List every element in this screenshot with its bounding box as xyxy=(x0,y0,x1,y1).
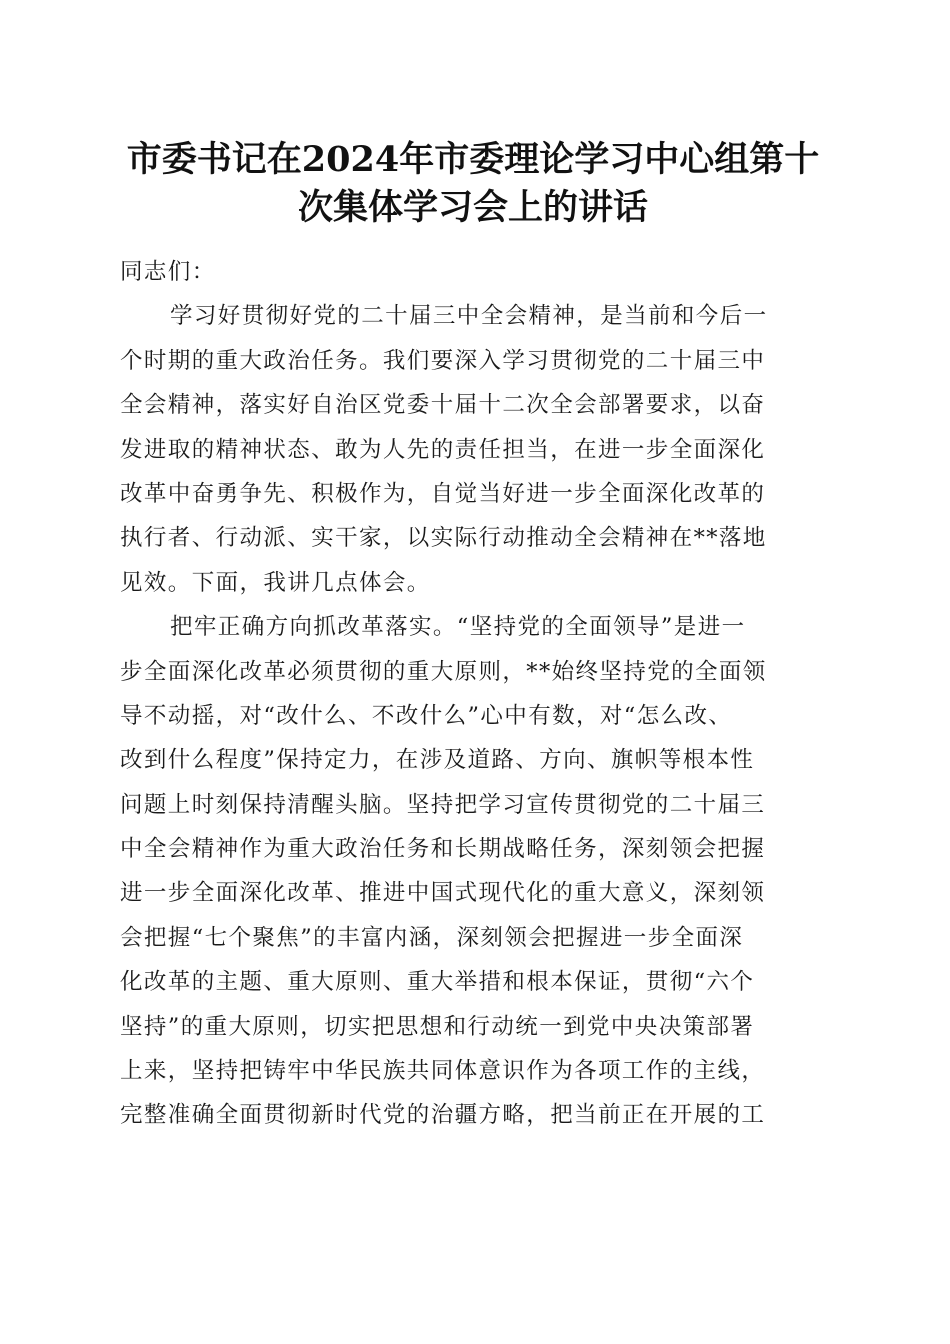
title-line-1: 市委书记在2024年市委理论学习中心组第十 xyxy=(126,139,820,180)
paragraph-2 xyxy=(120,605,826,1138)
greeting: 同志们： xyxy=(120,259,216,285)
paragraph-line: 化改革的主题、重大原则、重大举措和根本保证，贯彻“六个 xyxy=(120,969,755,996)
paragraph-line: 发进取的精神状态、敢为人先的责任担当，在进一步全面深化 xyxy=(120,436,766,463)
document-body xyxy=(120,250,826,1138)
paragraph-line: 会把握“七个聚焦”的丰富内涵，深刻领会把握进一步全面深 xyxy=(120,924,744,951)
paragraph-line: 把牢正确方向抓改革落实。“坚持党的全面领导”是进一 xyxy=(170,614,746,641)
document-title xyxy=(118,136,828,232)
paragraph-1 xyxy=(120,294,826,605)
paragraph-line: 学习好贯彻好党的二十届三中全会精神，是当前和今后一 xyxy=(170,303,768,330)
paragraph-line: 个时期的重大政治任务。我们要深入学习贯彻党的二十届三中 xyxy=(120,347,766,374)
paragraph-line: 上来，坚持把铸牢中华民族共同体意识作为各项工作的主线， xyxy=(120,1058,766,1085)
paragraph-line: 全会精神，落实好自治区党委十届十二次全会部署要求，以奋 xyxy=(120,392,766,419)
paragraph-line: 见效。下面，我讲几点体会。 xyxy=(120,569,431,596)
paragraph-line: 坚持”的重大原则，切实把思想和行动统一到党中央决策部署 xyxy=(120,1013,755,1040)
paragraph-line: 进一步全面深化改革、推进中国式现代化的重大意义，深刻领 xyxy=(120,880,766,907)
paragraph-line: 改革中奋勇争先、积极作为，自觉当好进一步全面深化改革的 xyxy=(120,480,766,507)
paragraph-line: 中全会精神作为重大政治任务和长期战略任务，深刻领会把握 xyxy=(120,836,766,863)
paragraph-line: 导不动摇，对“改什么、不改什么”心中有数，对“怎么改、 xyxy=(120,702,733,729)
paragraph-line: 改到什么程度”保持定力，在涉及道路、方向、旗帜等根本性 xyxy=(120,747,755,774)
paragraph-line: 步全面深化改革必须贯彻的重大原则，**始终坚持党的全面领 xyxy=(120,658,767,685)
paragraph-line: 完整准确全面贯彻新时代党的治疆方略，把当前正在开展的工 xyxy=(120,1102,766,1129)
title-line-2: 次集体学习会上的讲话 xyxy=(297,187,648,228)
paragraph-line: 执行者、行动派、实干家，以实际行动推动全会精神在**落地 xyxy=(120,525,767,552)
paragraph-line: 问题上时刻保持清醒头脑。坚持把学习宣传贯彻党的二十届三 xyxy=(120,791,766,818)
